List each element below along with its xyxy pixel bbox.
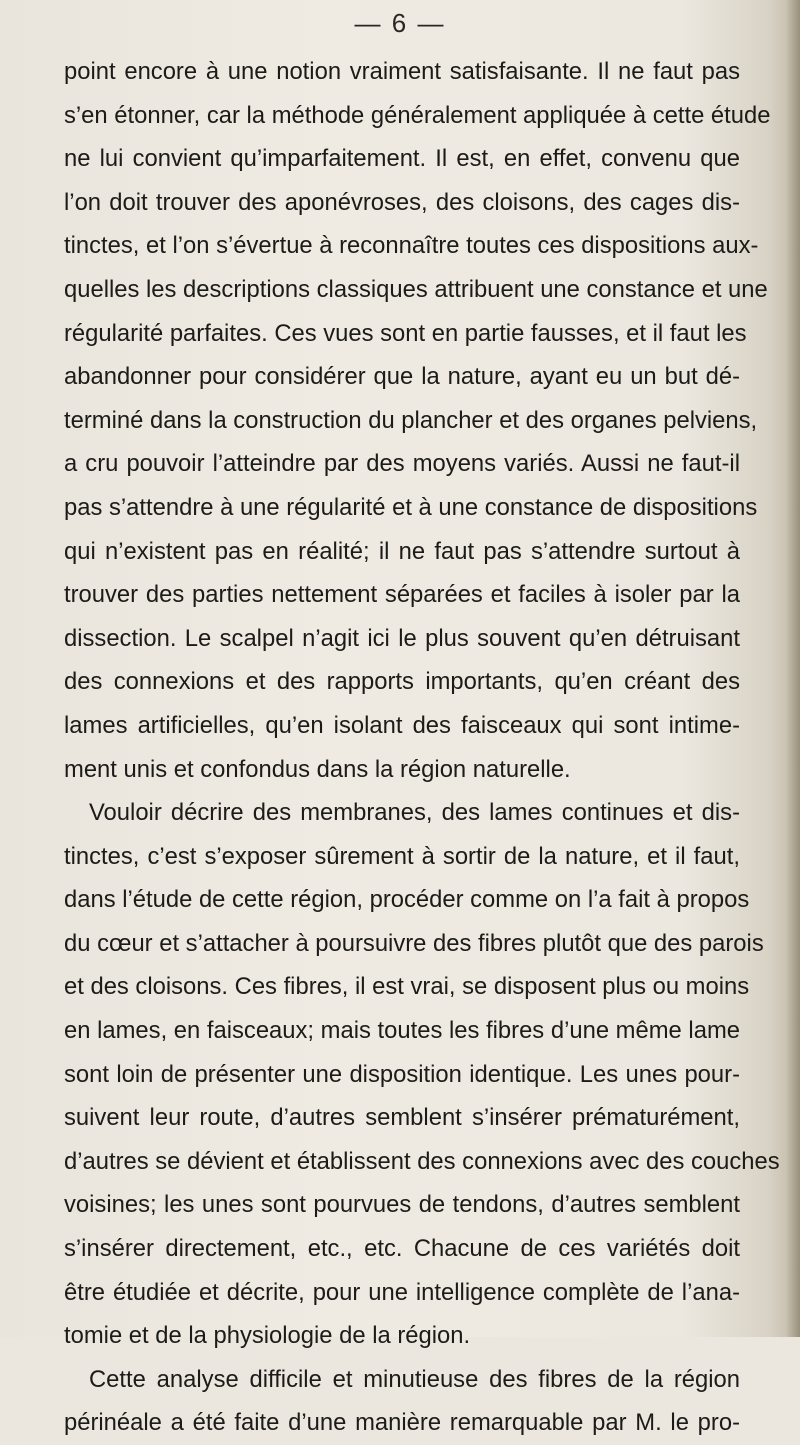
text-line: terminé dans la construction du plancher et des organes pelviens, xyxy=(64,406,758,434)
text-line: pas s’attendre à une régularité et à une constance de dispositions xyxy=(64,493,758,521)
text-line: en lames, en faisceaux; mais toutes les fibres d’une même lame xyxy=(64,1017,740,1045)
text-line: des connexions et des rapports importants, qu’en créant des xyxy=(64,668,740,696)
text-line: tinctes, c’est s’exposer sûrement à sortir de la nature, et il faut, xyxy=(64,842,740,870)
text-line: sont loin de présenter une disposition identique. Les unes pour- xyxy=(64,1060,740,1088)
text-line: du cœur et s’attacher à poursuivre des fibres plutôt que des parois xyxy=(64,929,764,957)
text-line: s’insérer directement, etc., etc. Chacune de ces variétés doit xyxy=(64,1235,740,1263)
text-line: et des cloisons. Ces fibres, il est vrai, se disposent plus ou moins xyxy=(64,973,750,1001)
text-line: trouver des parties nettement séparées et faciles à isoler par la xyxy=(64,581,740,609)
page-edge-shadow xyxy=(786,0,800,1337)
text-line: Vouloir décrire des membranes, des lames continues et dis- xyxy=(89,799,740,827)
text-line: régularité parfaites. Ces vues sont en partie fausses, et il faut les xyxy=(64,319,747,347)
text-line: ment unis et confondus dans la région naturelle. xyxy=(64,755,571,783)
text-line: lames artificielles, qu’en isolant des faisceaux qui sont intime- xyxy=(64,711,740,739)
text-line: quelles les descriptions classiques attribuent une constance et une xyxy=(64,275,768,303)
text-line: s’en étonner, car la méthode généralement appliquée à cette étude xyxy=(64,101,771,129)
text-line: être étudiée et décrite, pour une intelligence complète de l’ana- xyxy=(64,1278,740,1306)
text-line: tomie et de la physiologie de la région. xyxy=(64,1322,471,1350)
text-line: voisines; les unes sont pourvues de tendons, d’autres semblent xyxy=(64,1191,740,1219)
text-line: suivent leur route, d’autres semblent s’insérer prématurément, xyxy=(64,1104,740,1132)
text-line: d’autres se dévient et établissent des connexions avec des couches xyxy=(64,1147,780,1175)
text-line: abandonner pour considérer que la nature, ayant eu un but dé- xyxy=(64,363,740,391)
page-number: — 6 — xyxy=(354,8,446,38)
text-line: point encore à une notion vraiment satisfaisante. Il ne faut pas xyxy=(64,58,740,85)
text-line: qui n’existent pas en réalité; il ne faut pas s’attendre surtout à xyxy=(64,537,740,565)
text-line: l’on doit trouver des aponévroses, des cloisons, des cages dis- xyxy=(64,188,740,216)
text-line: dissection. Le scalpel n’agit ici le plus souvent qu’en détruisant xyxy=(64,624,740,652)
text-line: tinctes, et l’on s’évertue à reconnaître toutes ces dispositions aux- xyxy=(64,232,759,260)
text-line: a cru pouvoir l’atteindre par des moyens variés. Aussi ne faut-il xyxy=(64,450,740,478)
text-line: périnéale a été faite d’une manière remarquable par M. le pro- xyxy=(64,1409,740,1437)
text-line: Cette analyse difficile et minutieuse des fibres de la région xyxy=(89,1365,740,1393)
text-line: ne lui convient qu’imparfaitement. Il est, en effet, convenu que xyxy=(64,145,740,173)
text-line: dans l’étude de cette région, procéder comme on l’a fait à propos xyxy=(64,886,750,914)
body-text xyxy=(64,50,780,1445)
